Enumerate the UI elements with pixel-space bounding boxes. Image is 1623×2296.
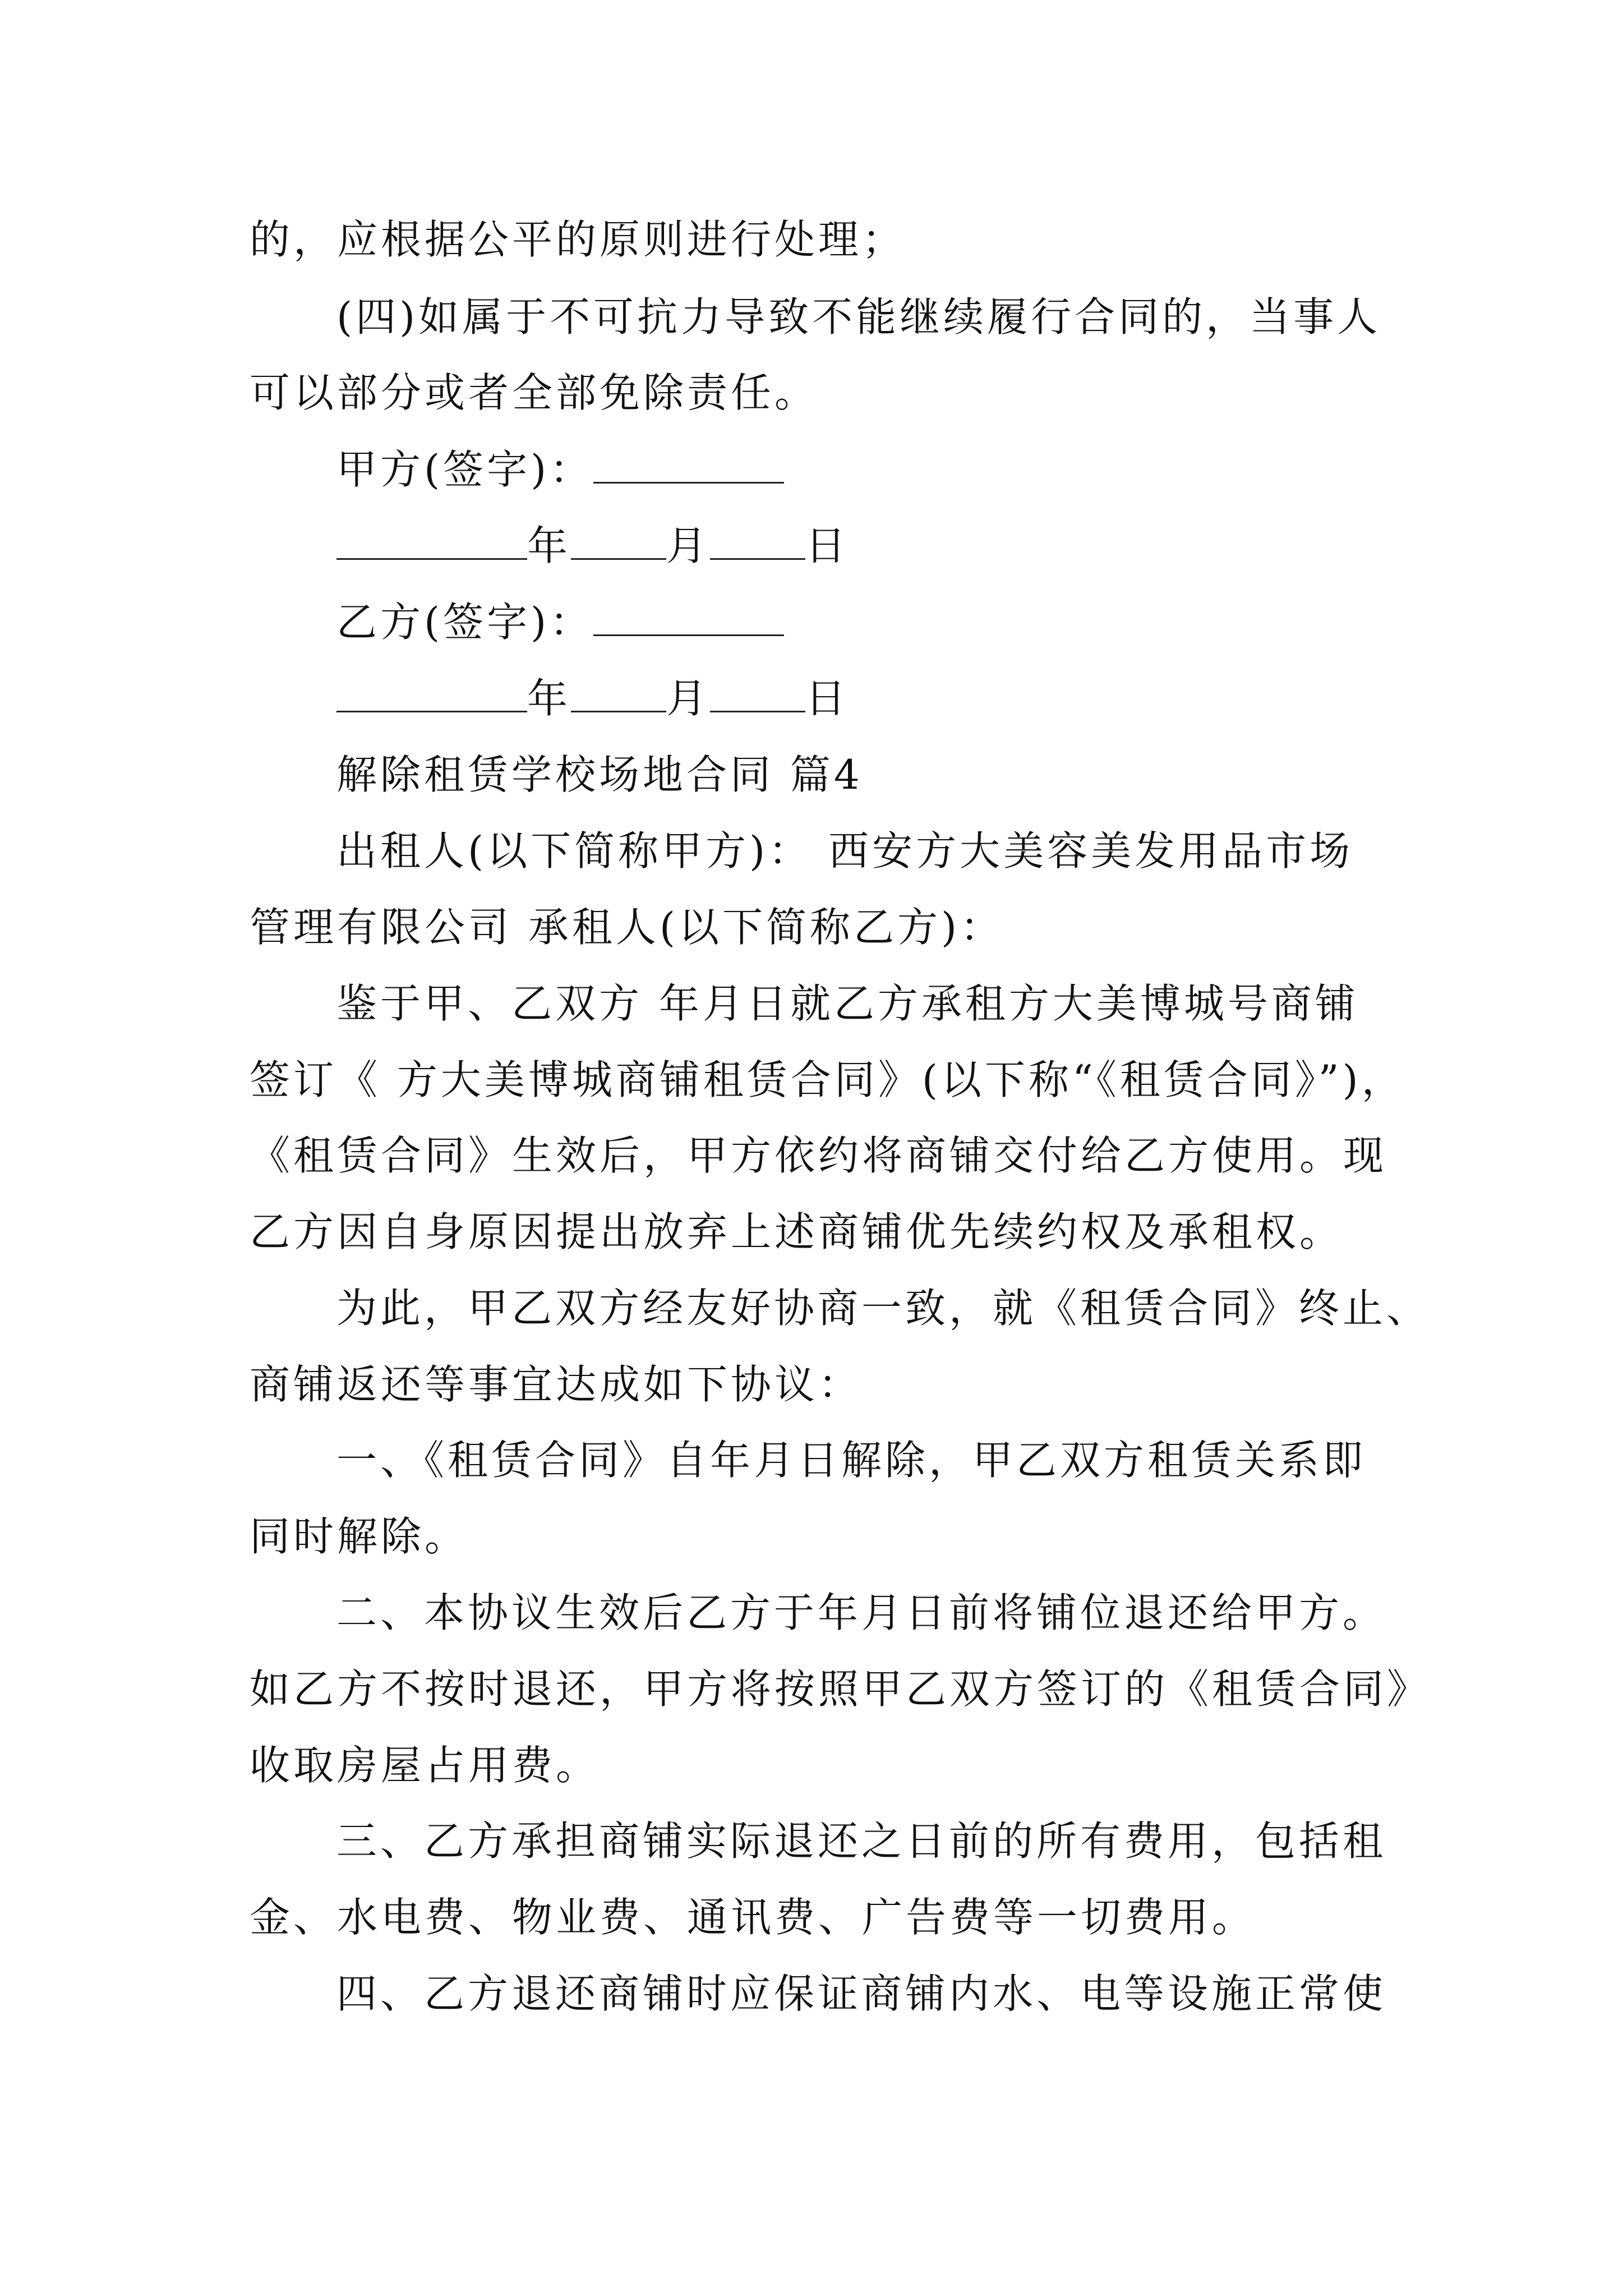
month-label: 月 [666, 675, 711, 722]
body-line: 同时解除。 [250, 1513, 469, 1560]
body-line: 二、本协议生效后乙方于年月日前将铺位退还给甲方。 [336, 1589, 1387, 1636]
signature-line-party-b [336, 597, 784, 647]
signature-label-party-a: 甲方(签字)： [336, 446, 594, 493]
year-blank [336, 677, 527, 712]
signature-line-party-a [336, 444, 784, 495]
day-blank [710, 524, 805, 560]
body-line: 收取房屋占用费。 [250, 1742, 600, 1789]
year-blank [336, 524, 527, 560]
section-heading: 解除租赁学校场地合同 篇4 [336, 751, 863, 798]
year-label: 年 [527, 675, 571, 722]
signature-label-party-b: 乙方(签字)： [336, 599, 594, 646]
body-line: 《租赁合同》生效后，甲方依约将商铺交付给乙方使用。现 [250, 1132, 1387, 1179]
signature-blank [593, 601, 784, 636]
body-line: 四、乙方退还商铺时应保证商铺内水、电等设施正常使 [336, 1970, 1387, 2017]
body-line: 三、乙方承担商铺实际退还之日前的所有费用，包括租 [336, 1818, 1387, 1865]
month-blank [571, 677, 666, 712]
signature-blank [593, 448, 784, 484]
body-line: (四)如属于不可抗力导致不能继续履行合同的，当事人 [336, 293, 1381, 341]
body-line: 金、水电费、物业费、通讯费、广告费等一切费用。 [250, 1894, 1256, 1941]
year-label: 年 [527, 522, 571, 569]
body-line: 管理有限公司 承租人(以下简称乙方)： [250, 904, 1004, 951]
month-label: 月 [666, 522, 711, 569]
body-line: 如乙方不按时退还，甲方将按照甲乙双方签订的《租赁合同》 [250, 1665, 1431, 1713]
day-blank [710, 677, 805, 712]
body-line: 一、《租赁合同》自年月日解除，甲乙双方租赁关系即 [336, 1437, 1367, 1484]
date-line-party-a [336, 521, 849, 571]
day-label: 日 [805, 522, 850, 569]
day-label: 日 [805, 675, 850, 722]
body-line: 出租人(以下简称甲方)： 西安方大美容美发用品市场 [336, 827, 1354, 875]
body-line: 的，应根据公平的原则进行处理； [250, 216, 906, 263]
body-line: 商铺返还等事宜达成如下协议： [250, 1361, 863, 1408]
date-line-party-b [336, 673, 849, 724]
body-line: 乙方因自身原因提出放弃上述商铺优先续约权及承租权。 [250, 1208, 1344, 1255]
month-blank [571, 524, 666, 560]
body-line: 可以部分或者全部免除责任。 [250, 369, 819, 416]
body-line: 鉴于甲、乙双方 年月日就乙方承租方大美博城号商铺 [336, 980, 1359, 1027]
body-line: 为此，甲乙双方经友好协商一致，就《租赁合同》终止、 [336, 1285, 1431, 1332]
body-line: 签订《 方大美博城商铺租赁合同》(以下称“《租赁合同》”)， [250, 1056, 1405, 1103]
